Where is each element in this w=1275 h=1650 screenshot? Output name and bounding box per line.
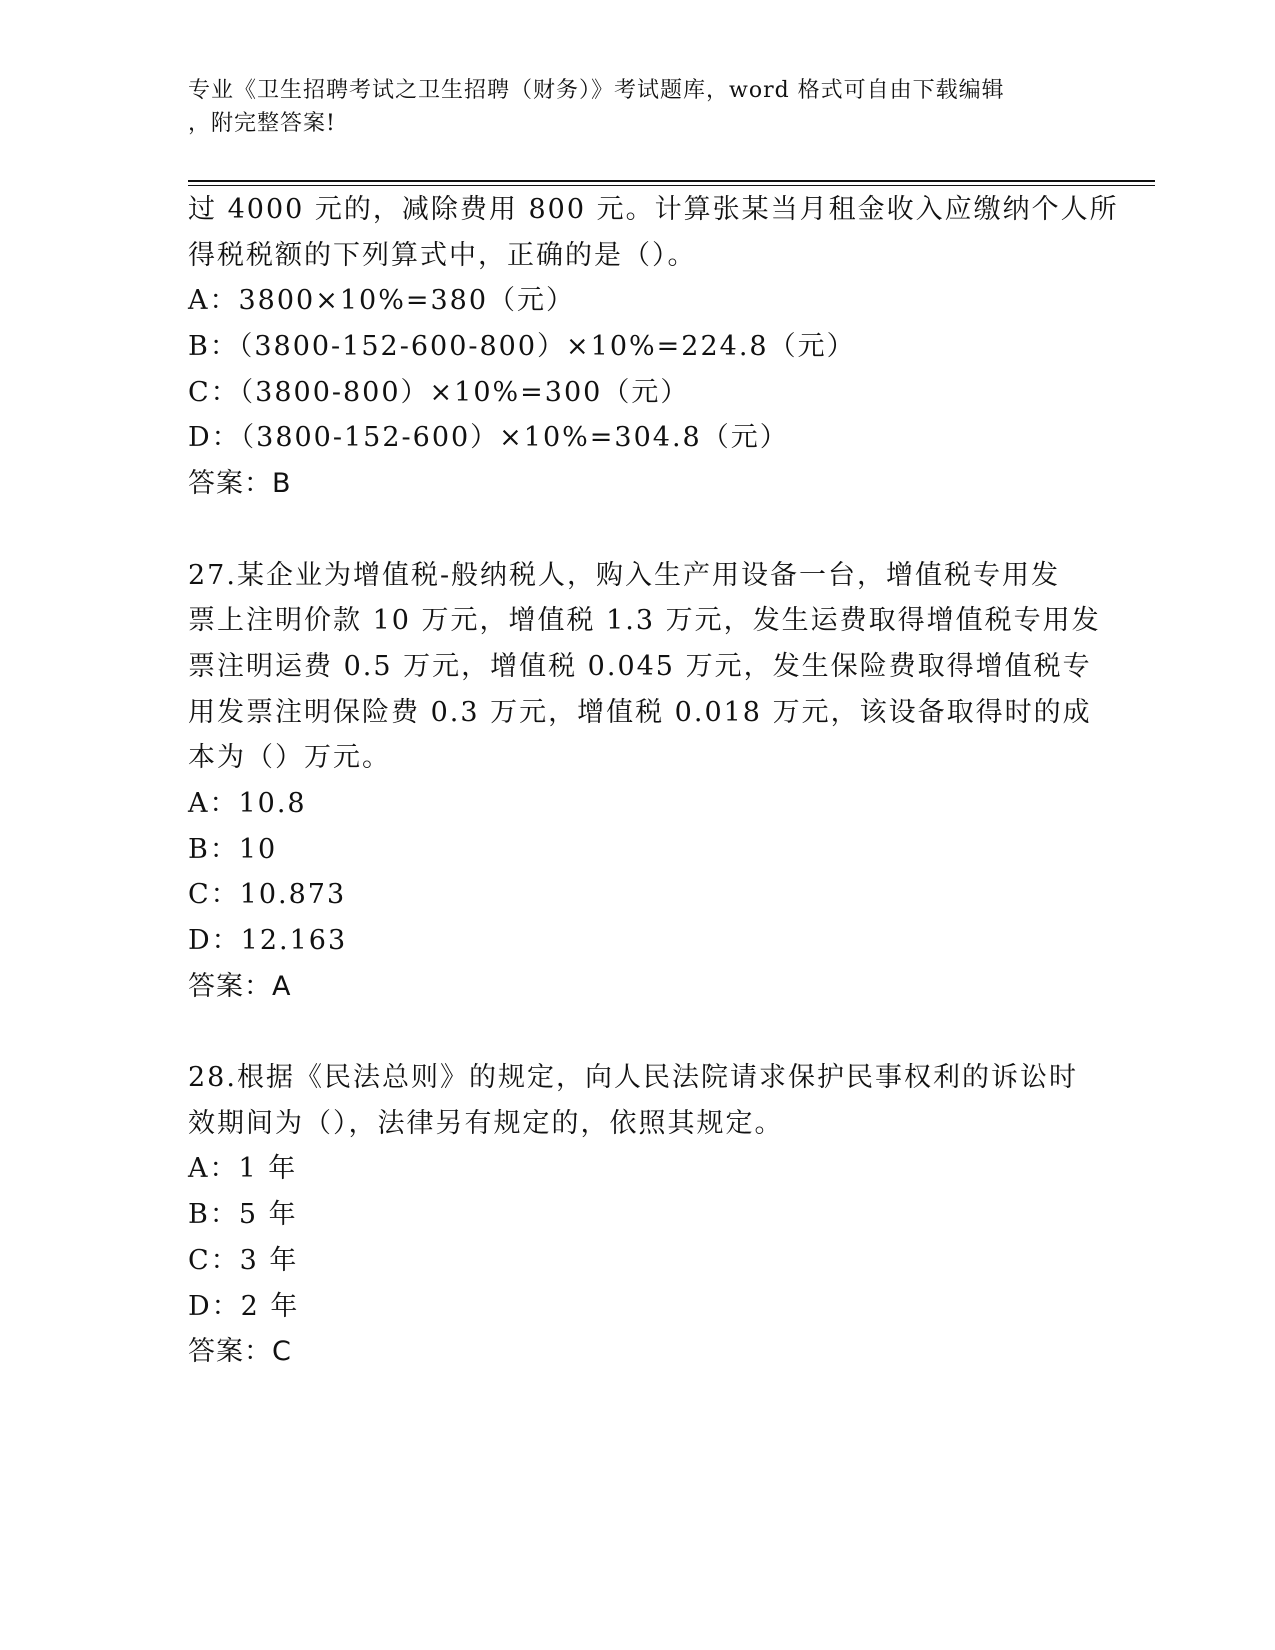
- question-spacer: [188, 507, 1088, 553]
- option-a: A：3800×10%=380（元）: [188, 285, 576, 317]
- answer-line: 答案：C: [188, 1336, 292, 1368]
- question-27: [188, 553, 1101, 1010]
- question-stem-line: 票注明运费 0.5 万元，增值税 0.045 万元，发生保险费取得增值税专: [188, 650, 1092, 682]
- document-header: [188, 74, 1068, 140]
- question-stem-line: 票上注明价款 10 万元，增值税 1.3 万元，发生运费取得增值税专用发: [188, 605, 1101, 637]
- option-a: A：10.8: [188, 787, 307, 819]
- question-stem-line: 得税税额的下列算式中，正确的是（）。: [188, 239, 697, 271]
- question-stem-line: 过 4000 元的，减除费用 800 元。计算张某当月租金收入应缴纳个人所: [188, 194, 1119, 225]
- header-rule-thin: [188, 185, 1155, 186]
- question-spacer: [188, 1009, 1088, 1055]
- option-b: B：10: [188, 833, 278, 865]
- answer-line: 答案：B: [188, 468, 292, 500]
- option-c: C：（3800-800）×10%=300（元）: [188, 376, 690, 408]
- document-body: [188, 187, 1119, 1375]
- option-d: D：12.163: [188, 925, 348, 956]
- question-26: [188, 187, 1119, 507]
- header-title-line-1: 专业《卫生招聘考试之卫生招聘（财务）》考试题库，word 格式可自由下载编辑: [188, 78, 1005, 103]
- answer-line: 答案：A: [188, 970, 292, 1002]
- option-b: B：5 年: [188, 1199, 298, 1231]
- option-d: D：2 年: [188, 1290, 300, 1322]
- header-title-line-2: ，附完整答案!: [188, 111, 336, 136]
- question-stem-line: 效期间为（），法律另有规定的，依照其规定。: [188, 1107, 784, 1139]
- question-stem-line: 27.某企业为增值税-般纳税人，购入生产用设备一台，增值税专用发: [188, 559, 1061, 591]
- question-stem-line: 28.根据《民法总则》的规定，向人民法院请求保护民事权利的诉讼时: [188, 1062, 1078, 1094]
- header-rule-thick: [188, 180, 1155, 182]
- option-a: A：1 年: [188, 1153, 298, 1185]
- question-28: [188, 1055, 1088, 1375]
- option-c: C：3 年: [188, 1244, 299, 1276]
- question-stem-line: 用发票注明保险费 0.3 万元，增值税 0.018 万元，该设备取得时的成: [188, 696, 1092, 728]
- option-b: B：（3800-152-600-800）×10%=224.8（元）: [188, 331, 856, 363]
- question-stem-line: 本为（）万元。: [188, 742, 391, 774]
- option-c: C：10.873: [188, 879, 347, 911]
- option-d: D：（3800-152-600）×10%=304.8（元）: [188, 422, 789, 454]
